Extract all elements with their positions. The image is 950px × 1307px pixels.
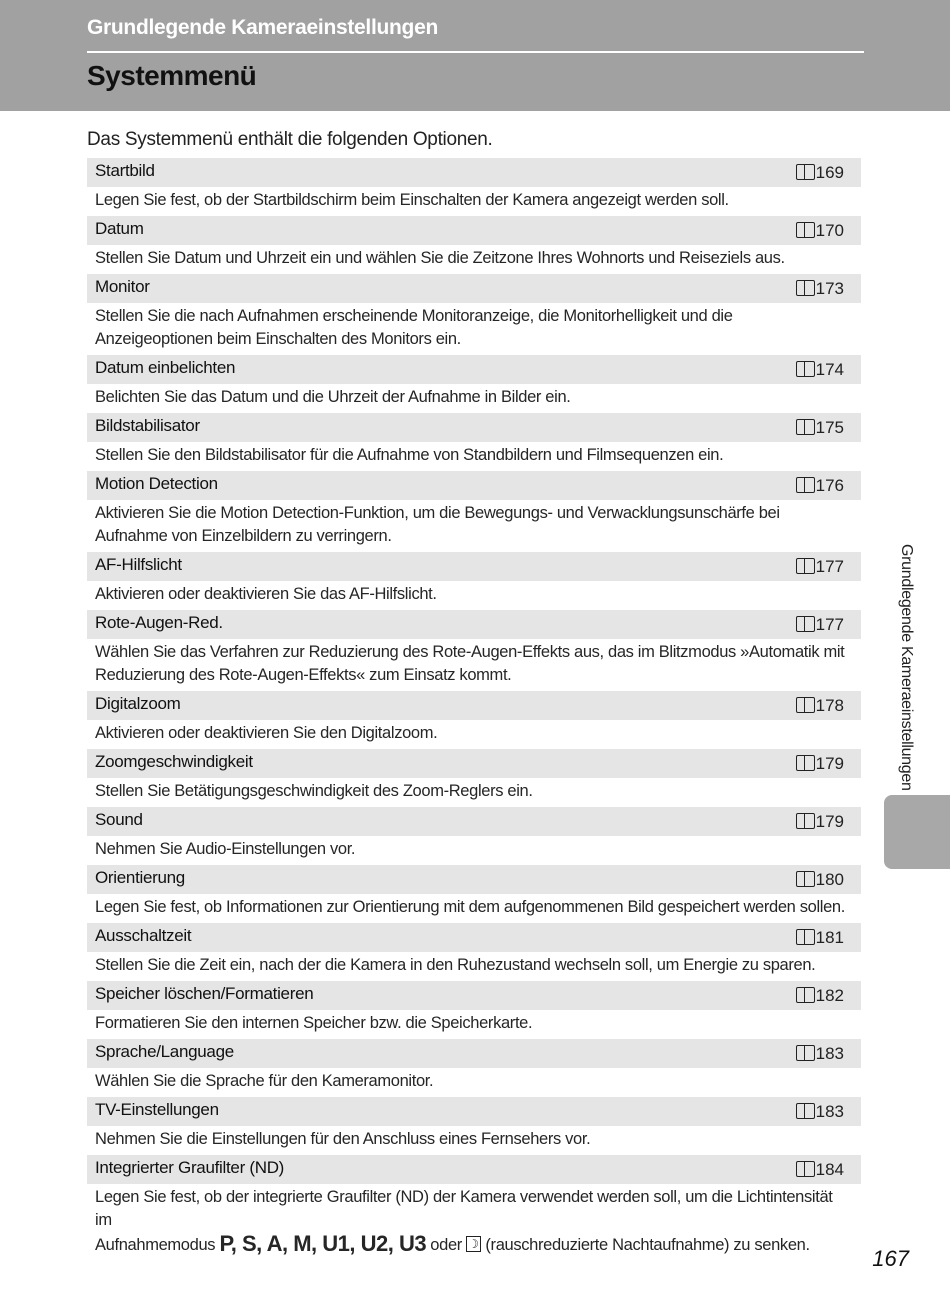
option-description: Legen Sie fest, ob der Startbildschirm beim Einschalten der Kamera angezeigt werden soll. — [95, 191, 729, 209]
option-header-row — [87, 355, 861, 384]
page-reference — [796, 928, 844, 948]
option-header-row — [87, 1039, 861, 1068]
book-icon — [796, 871, 815, 887]
page-reference — [796, 221, 844, 241]
option-description: Nehmen Sie Audio-Einstellungen vor. — [95, 840, 356, 858]
night-landscape-icon — [466, 1236, 481, 1252]
option-header-row — [87, 807, 861, 836]
option-header-row — [87, 216, 861, 245]
page-reference — [796, 754, 844, 774]
option-name: AF-Hilfslicht — [95, 555, 182, 574]
page-reference — [796, 1160, 844, 1180]
option-header-row — [87, 274, 861, 303]
page-reference — [796, 812, 844, 832]
options-table — [87, 158, 861, 1262]
option-name: Bildstabilisator — [95, 416, 200, 435]
page-ref-number: 178 — [815, 696, 844, 715]
page-reference — [796, 360, 844, 380]
book-icon — [796, 477, 815, 493]
page-ref-number: 177 — [815, 615, 844, 634]
page-reference — [796, 279, 844, 299]
page-title: Systemmenü — [87, 60, 257, 91]
page-number: 167 — [872, 1246, 909, 1271]
page-ref-number: 173 — [815, 279, 844, 298]
page-ref-number: 175 — [815, 418, 844, 437]
option-header-row — [87, 981, 861, 1010]
page-reference — [796, 557, 844, 577]
option-header-row — [87, 610, 861, 639]
shooting-modes: P, S, A, M, U1, U2, U3 — [219, 1231, 427, 1256]
option-description: Aktivieren oder deaktivieren Sie das AF-Hilfslicht. — [95, 585, 437, 603]
option-description: Legen Sie fest, ob Informationen zur Orientierung mit dem aufgenommenen Bild gespeichert werden sollen. — [95, 898, 845, 916]
option-name: Sprache/Language — [95, 1042, 234, 1061]
option-description: Stellen Sie die nach Aufnahmen erscheinende Monitoranzeige, die Monitorhelligkeit und die Anzeigeoptionen beim Einschalten des Monitors ein. — [95, 307, 733, 348]
page-ref-number: 179 — [815, 754, 844, 773]
page-reference — [796, 696, 844, 716]
option-description: Wählen Sie das Verfahren zur Reduzierung des Rote-Augen-Effekts aus, das im Blitzmodus »Automatik mit Reduzierung des Rote-Augen-Effekts« zum Einsatz kommt. — [95, 643, 845, 684]
option-name: Sound — [95, 810, 143, 829]
option-name: Integrierter Graufilter (ND) — [95, 1158, 285, 1177]
page-reference — [796, 1102, 844, 1122]
book-icon — [796, 616, 815, 632]
page-reference — [796, 615, 844, 635]
option-name: Datum einbelichten — [95, 358, 236, 377]
option-description: Wählen Sie die Sprache für den Kameramonitor. — [95, 1072, 434, 1090]
side-section-label: Grundlegende Kameraeinstellungen — [898, 544, 915, 791]
book-icon — [796, 987, 815, 1003]
option-description: Nehmen Sie die Einstellungen für den Anschluss eines Fernsehers vor. — [95, 1130, 591, 1148]
book-icon — [796, 361, 815, 377]
description-suffix: (rauschreduzierte Nachtaufnahme) zu senken. — [481, 1236, 810, 1254]
page-ref-number: 174 — [815, 360, 844, 379]
page-ref-number: 181 — [815, 928, 844, 947]
option-description: Belichten Sie das Datum und die Uhrzeit der Aufnahme in Bilder ein. — [95, 388, 571, 406]
option-name: Motion Detection — [95, 474, 218, 493]
page-ref-number: 170 — [815, 221, 844, 240]
page-ref-number: 169 — [815, 163, 844, 182]
page-reference — [796, 870, 844, 890]
option-header-row — [87, 691, 861, 720]
book-icon — [796, 1161, 815, 1177]
page-ref-number: 184 — [815, 1160, 844, 1179]
option-name: Zoomgeschwindigkeit — [95, 752, 253, 771]
book-icon — [796, 419, 815, 435]
description-prefix: Aufnahmemodus — [95, 1236, 220, 1254]
option-header-row — [87, 471, 861, 500]
option-header-row — [87, 749, 861, 778]
page-ref-number: 177 — [815, 557, 844, 576]
header-rule — [87, 51, 864, 53]
option-name: Orientierung — [95, 868, 185, 887]
book-icon — [796, 755, 815, 771]
book-icon — [796, 558, 815, 574]
intro-text: Das Systemmenü enthält die folgenden Optionen. — [87, 129, 493, 150]
page-reference — [796, 476, 844, 496]
page-reference — [796, 986, 844, 1006]
option-name: Datum — [95, 219, 144, 238]
description-middle: oder — [426, 1236, 467, 1254]
option-name: Startbild — [95, 161, 155, 180]
option-description — [87, 1184, 861, 1262]
option-description: Aktivieren Sie die Motion Detection-Funktion, um die Bewegungs- und Verwacklungsunschärfe bei Aufnahme von Einzelbildern zu verringern. — [95, 504, 780, 545]
option-name: TV-Einstellungen — [95, 1100, 219, 1119]
option-header-row — [87, 413, 861, 442]
book-icon — [796, 929, 815, 945]
page-ref-number: 176 — [815, 476, 844, 495]
page-ref-number: 183 — [815, 1044, 844, 1063]
option-name: Monitor — [95, 277, 150, 296]
option-description: Stellen Sie Datum und Uhrzeit ein und wählen Sie die Zeitzone Ihres Wohnorts und Reiseziels aus. — [95, 249, 785, 267]
option-description: Aktivieren oder deaktivieren Sie den Digitalzoom. — [95, 724, 438, 742]
option-header-row — [87, 1097, 861, 1126]
option-description: Stellen Sie den Bildstabilisator für die Aufnahme von Standbildern und Filmsequenzen ein. — [95, 446, 724, 464]
book-icon — [796, 1103, 815, 1119]
description-line: Legen Sie fest, ob der integrierte Graufilter (ND) der Kamera verwendet werden soll, um die Lichtintensität im — [95, 1188, 833, 1229]
page-reference — [796, 163, 844, 183]
option-header-row — [87, 1155, 861, 1184]
option-header-row — [87, 923, 861, 952]
page-ref-number: 183 — [815, 1102, 844, 1121]
side-thumb-tab — [884, 795, 950, 869]
option-description: Stellen Sie die Zeit ein, nach der die Kamera in den Ruhezustand wechseln soll, um Energie zu sparen. — [95, 956, 816, 974]
book-icon — [796, 280, 815, 296]
option-header-row — [87, 158, 861, 187]
page-reference — [796, 418, 844, 438]
options-rows — [87, 158, 861, 1155]
page-ref-number: 180 — [815, 870, 844, 889]
book-icon — [796, 697, 815, 713]
book-icon — [796, 1045, 815, 1061]
section-title: Grundlegende Kameraeinstellungen — [87, 16, 438, 39]
header-banner — [0, 0, 950, 111]
option-header-row — [87, 552, 861, 581]
option-description: Stellen Sie Betätigungsgeschwindigkeit des Zoom-Reglers ein. — [95, 782, 533, 800]
option-header-row — [87, 865, 861, 894]
page-ref-number: 182 — [815, 986, 844, 1005]
book-icon — [796, 813, 815, 829]
option-name: Ausschaltzeit — [95, 926, 192, 945]
option-name: Speicher löschen/Formatieren — [95, 984, 314, 1003]
book-icon — [796, 164, 815, 180]
page-reference — [796, 1044, 844, 1064]
option-name: Digitalzoom — [95, 694, 181, 713]
option-name: Rote-Augen-Red. — [95, 613, 223, 632]
page-ref-number: 179 — [815, 812, 844, 831]
option-description: Formatieren Sie den internen Speicher bzw. die Speicherkarte. — [95, 1014, 533, 1032]
book-icon — [796, 222, 815, 238]
